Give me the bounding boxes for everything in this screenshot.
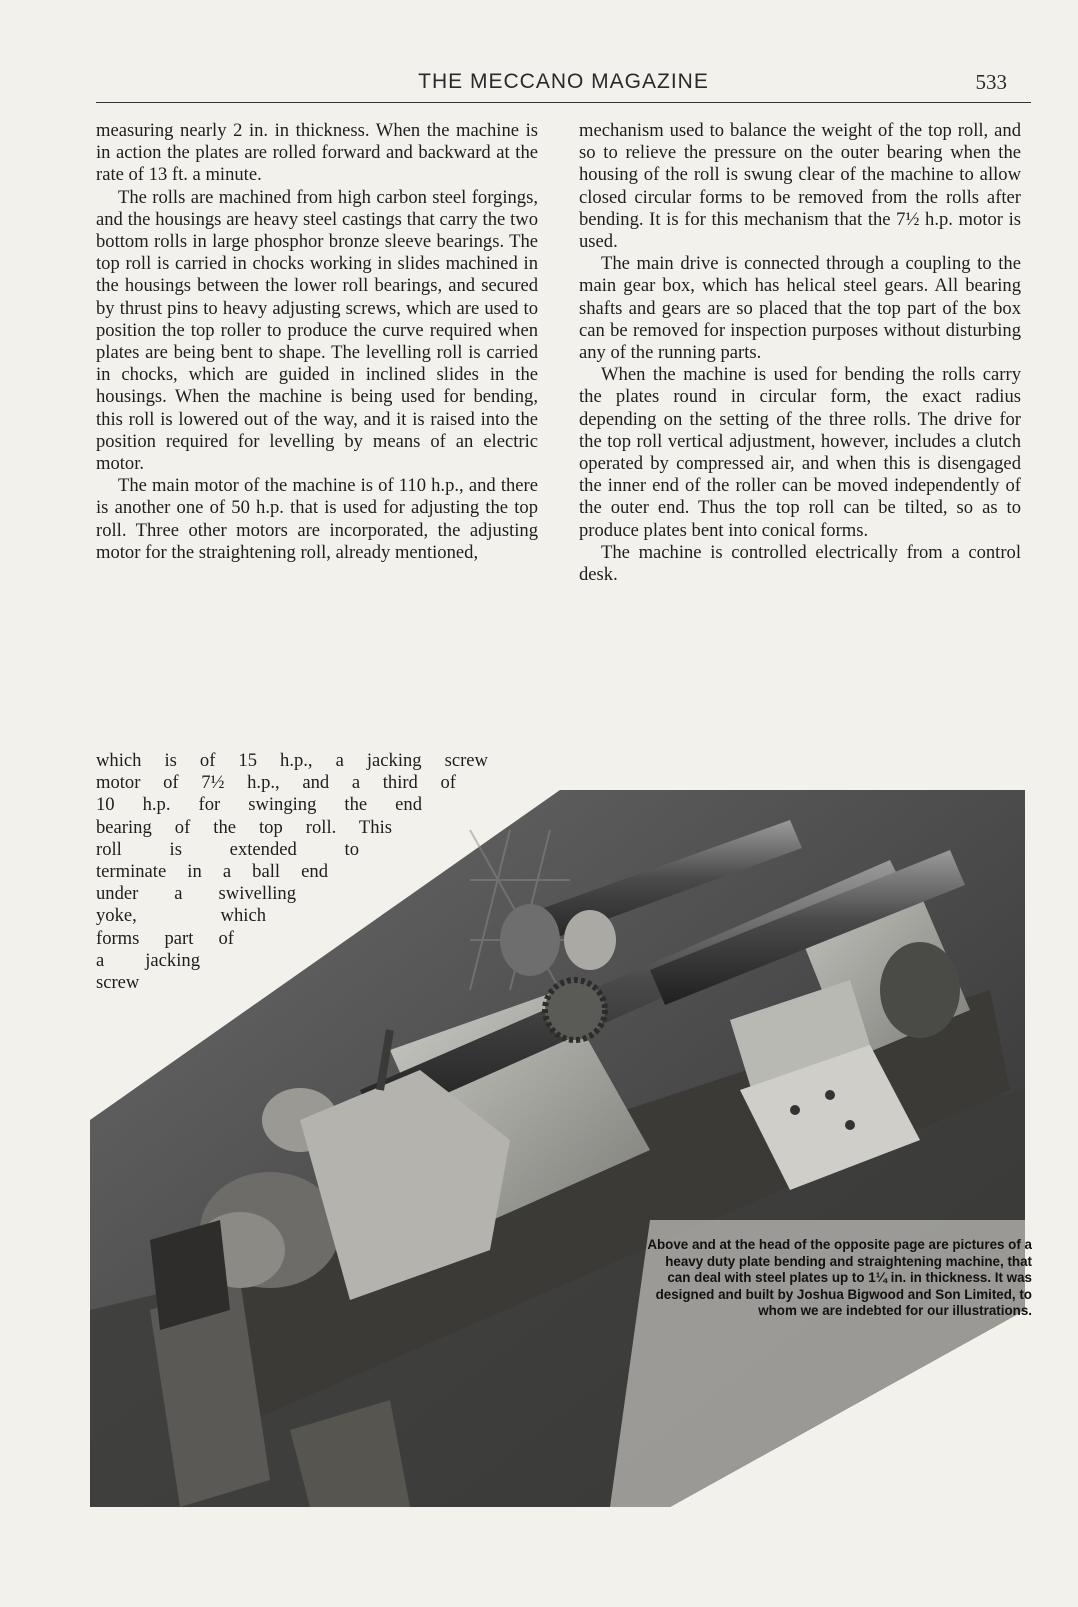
- left-paragraph-2: The rolls are machined from high carbon steel forgings, and the housings are heavy steel castings that carry the two bottom rolls in large phosphor bronze sleeve bearings. The top roll is carried in chocks working in slides machined in the housings between the lower roll bearings, and secured by thrust pins to heavy adjusting screws, which are used to position the top roller to produce the curve required when plates are being bent to shape. The levelling roll is carried in chocks, which are guided in inclined slides in the housings. When the machine is being used for bending, this roll is lowered out of the way, and it is raised into the position required for levelling by means of an electric motor.: [96, 186, 538, 475]
- magazine-title: THE MECCANO MAGAZINE: [418, 70, 709, 93]
- wrap-line: which is of 15 h.p., a jacking screw: [96, 750, 488, 771]
- right-paragraph-1: mechanism used to balance the weight of the top roll, and so to relieve the pressure on the outer bearing when the housing of the roll is swung clear of the machine to allow closed circular forms to be removed from the rolls after bending. It is for this mechanism that the 7½ h.p. motor is used.: [579, 120, 1021, 253]
- wrap-line: yoke, which: [96, 905, 266, 927]
- machine-photograph: [90, 790, 1025, 1507]
- page-header: [96, 66, 1031, 103]
- left-column: [96, 120, 538, 564]
- wrap-line: terminate in a ball end: [96, 861, 328, 883]
- left-paragraph-3: The main motor of the machine is of 110 h.p., and there is another one of 50 h.p. that is used for adjusting the top roll. Three other motors are incorporated, the adjusting motor for the straightening roll, already mentioned,: [96, 475, 538, 563]
- wrap-line: motor of 7½ h.p., and a third of: [96, 772, 456, 794]
- right-paragraph-3: When the machine is used for bending the rolls carry the plates round in circular form, the exact radius depending on the setting of the three rolls. The drive for the top roll vertical adjustment, however, includes a clutch operated by compressed air, and when this is disengaged the inner end of the roller can be moved independently of the outer end. Thus the top roll can be tilted, so as to produce plates bent into conical forms.: [579, 364, 1021, 541]
- wrap-line: screw: [96, 972, 140, 994]
- right-paragraph-2: The main drive is connected through a coupling to the main gear box, which has helical steel gears. All bearing shafts and gears are so placed that the top part of the box can be removed for inspection purposes without disturbing any of the running parts.: [579, 253, 1021, 364]
- wrap-line: roll is extended to: [96, 838, 359, 860]
- wrap-line: a jacking: [96, 949, 200, 971]
- wrap-line: 10 h.p. for swinging the end: [96, 794, 422, 816]
- left-paragraph-1: measuring nearly 2 in. in thickness. When the machine is in action the plates are rolled forward and backward at the rate of 13 ft. a minute.: [96, 120, 538, 186]
- right-paragraph-4: The machine is controlled electrically from a control desk.: [579, 541, 1021, 586]
- wrap-line: under a swivelling: [96, 883, 296, 905]
- right-column: [579, 120, 1021, 586]
- photo-caption: Above and at the head of the opposite page are pictures of a heavy duty plate bending and straightening machine, that can deal with steel plates up to 1¼ in. in thickness. It was designed and built by Joshua Bigwood and Son Limited, to whom we are indebted for our illustrations.: [647, 1237, 1032, 1319]
- wrap-line: bearing of the top roll. This: [96, 816, 392, 838]
- wrap-line: forms part of: [96, 927, 234, 949]
- page-number: 533: [975, 70, 1007, 94]
